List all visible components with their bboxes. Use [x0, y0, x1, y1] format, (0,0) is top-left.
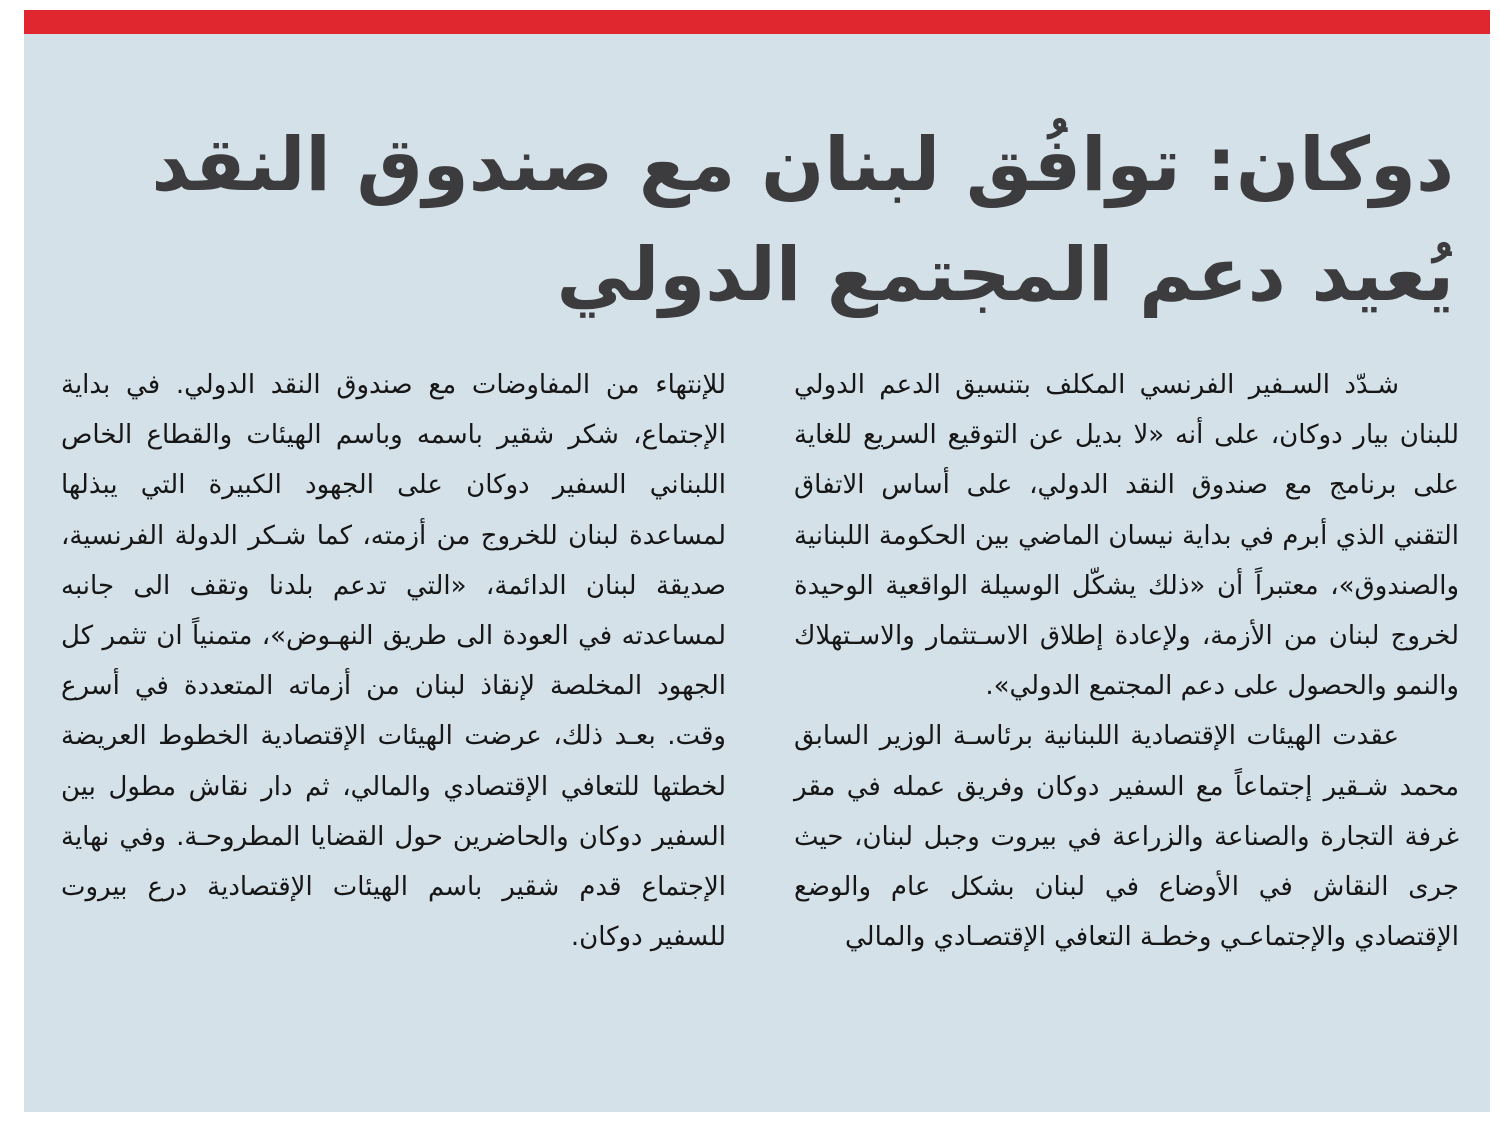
- body-column-left: [61, 360, 726, 962]
- article-panel: [24, 10, 1490, 1112]
- body-paragraph-2: عقدت الهيئات الإقتصادية اللبنانية برئاسـة الوزير السابق محمد شـقير إجتماعاً مع السفير دوكان وفريق عمله في مقر غرفة التجارة والصناعة والزراعة في بيروت وجبل لبنان، حيث جرى النقاش في الأوضاع في لبنان بشكل عام والوضع الإقتصادي والإجتماعـي وخطـة التعافي الإقتصـادي والمالي: [794, 721, 1459, 953]
- accent-bar: [24, 10, 1490, 34]
- headline-line-2: يُعيد دعم المجتمع الدولي: [556, 232, 1454, 318]
- headline-line-1: دوكان: توافُق لبنان مع صندوق النقد: [151, 122, 1454, 208]
- body-column-right: [794, 360, 1459, 962]
- body-paragraph-3: للإنتهاء من المفاوضات مع صندوق النقد الدولي. في بداية الإجتماع، شكر شقير باسمه وباسم الهيئات والقطاع الخاص اللبناني السفير دوكان على الجهود الكبيرة التي يبذلها لمساعدة لبنان للخروج من أزمته، كما شـكر الدولة الفرنسية، صديقة لبنان الدائمة، «التي تدعم بلدنا وتقف الى جانبه لمساعدته في العودة الى طريق النهـوض»، متمنياً ان تثمر كل الجهود المخلصة لإنقاذ لبنان من أزماته المتعددة في أسرع وقت. بعـد ذلك، عرضت الهيئات الإقتصادية الخطوط العريضة لخطتها للتعافي الإقتصادي والمالي، ثم دار نقاش مطول بين السفير دوكان والحاضرين حول القضايا المطروحـة. وفي نهاية الإجتماع قدم شقير باسم الهيئات الإقتصادية درع بيروت للسفير دوكان.: [61, 370, 726, 953]
- body-paragraph-1: شـدّد السـفير الفرنسي المكلف بتنسيق الدعم الدولي للبنان بيار دوكان، على أنه «لا بديل عن التوقيع السريع للغاية على برنامج مع صندوق النقد الدولي، على أساس الاتفاق التقني الذي أبرم في بداية نيسان الماضي بين الحكومة اللبنانية والصندوق»، معتبراً أن «ذلك يشكّل الوسيلة الواقعية الوحيدة لخروج لبنان من الأزمة، ولإعادة إطلاق الاسـتثمار والاسـتهلاك والنمو والحصول على دعم المجتمع الدولي».: [794, 370, 1459, 702]
- headline: [151, 110, 1454, 330]
